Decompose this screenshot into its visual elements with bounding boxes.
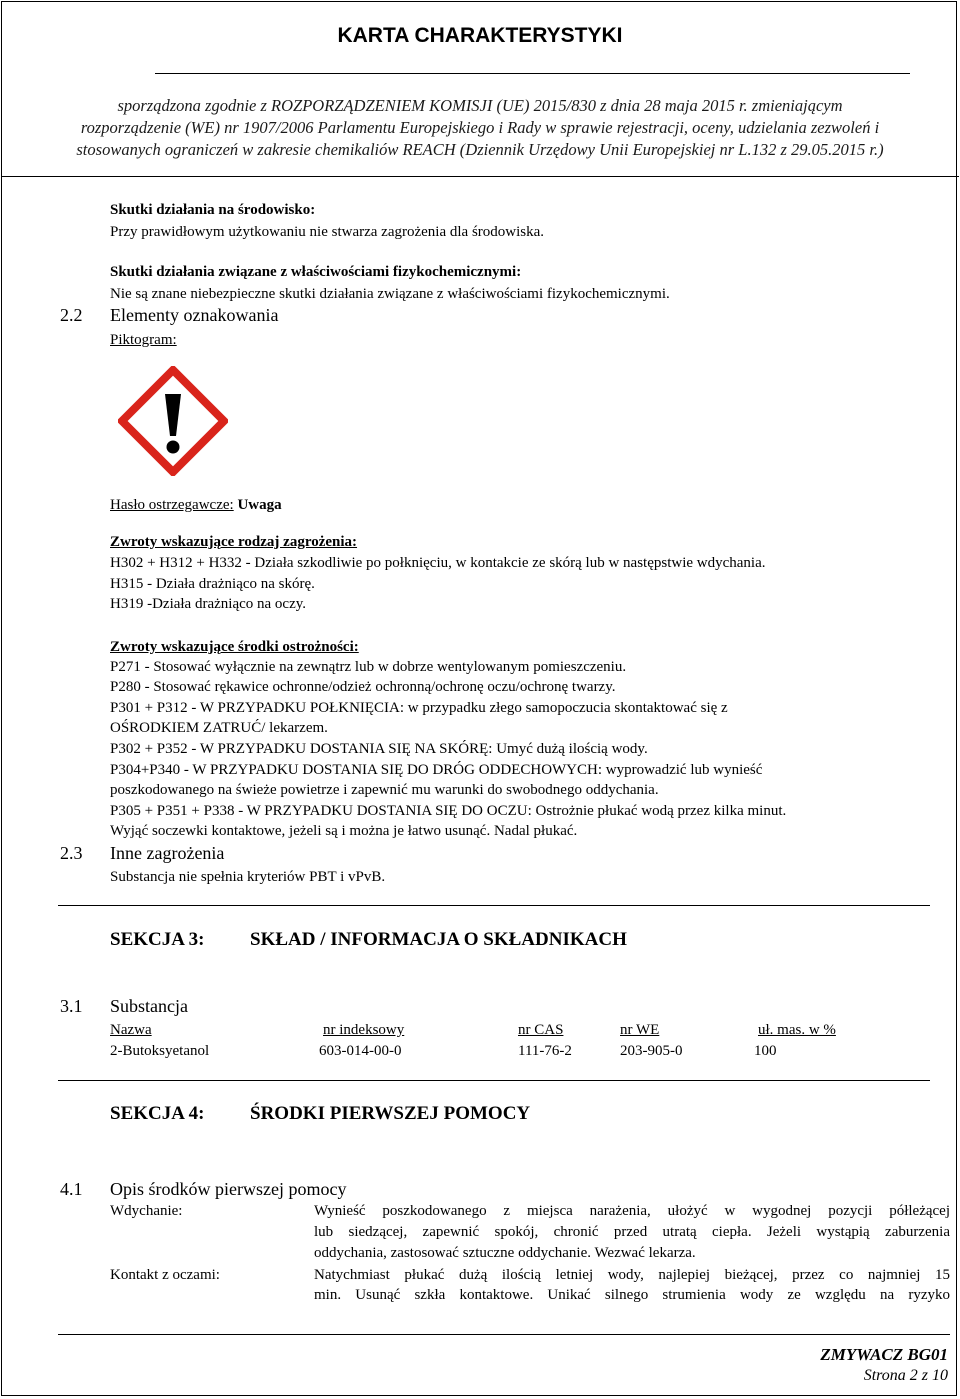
signal-label: Hasło ostrzegawcze: [110, 497, 234, 513]
section-4-title: ŚRODKI PIERWSZEJ POMOCY [250, 1103, 531, 1124]
hazard-line-1: H302 + H312 + H332 - Działa szkodliwie po połknięciu, w kontakcie ze skórą lub w następstwie wdychania. [110, 555, 766, 571]
section-4-label: SEKCJA 4: [110, 1103, 205, 1124]
first-aid-inhalation-line-2: lub siedzącej, zapewnić spokój, chronić przed utratą ciepła. Jeżeli wystąpią zaburzenia [314, 1224, 950, 1240]
pictogram-label: Piktogram: [110, 332, 177, 348]
subtitle-line-1: sporządzona zgodnie z ROZPORZĄDZENIEM KOMISJI (UE) 2015/830 z dnia 28 maja 2015 r. zmieniającym [117, 96, 843, 115]
header-separator [1, 176, 959, 177]
table-header-mass: uł. mas. w % [758, 1022, 836, 1038]
section-3-1-number: 3.1 [60, 996, 83, 1016]
first-aid-eyes-label: Kontakt z oczami: [110, 1267, 220, 1283]
section-2-2-number: 2.2 [60, 305, 83, 325]
first-aid-inhalation-label: Wdychanie: [110, 1203, 183, 1219]
section-2-3-title: Inne zagrożenia [110, 843, 225, 863]
precaution-line-3: P301 + P312 - W PRZYPADKU POŁKNIĘCIA: w przypadku złego samopoczucia skontaktować się z [110, 700, 728, 716]
section-divider [58, 1080, 930, 1081]
precaution-line-2: P280 - Stosować rękawice ochronne/odzież ochronną/ochronę oczu/ochronę twarzy. [110, 679, 616, 695]
table-header-we: nr WE [620, 1022, 660, 1038]
section-3-title: SKŁAD / INFORMACJA O SKŁADNIKACH [250, 929, 627, 950]
section-2-2-title: Elementy oznakowania [110, 305, 279, 325]
section-divider [58, 905, 930, 906]
table-cell-mass: 100 [754, 1043, 777, 1059]
precaution-line-1: P271 - Stosować wyłącznie na zewnątrz lub w dobrze wentylowanym pomieszczeniu. [110, 659, 627, 675]
signal-word-row [110, 495, 282, 515]
physchem-text: Nie są znane niebezpieczne skutki działania związane z właściwościami fizykochemicznymi. [110, 286, 670, 302]
env-heading: Skutki działania na środowisko: [110, 202, 316, 218]
section-4-1-number: 4.1 [60, 1179, 83, 1199]
precaution-line-9: Wyjąć soczewki kontaktowe, jeżeli są i można je łatwo usunąć. Nadal płukać. [110, 823, 578, 839]
title-underline [155, 73, 910, 74]
table-cell-cas: 111-76-2 [518, 1043, 572, 1059]
section-2-3-text: Substancja nie spełnia kryteriów PBT i vPvB. [110, 869, 386, 885]
table-cell-name: 2-Butoksyetanol [110, 1043, 210, 1059]
precaution-line-8: P305 + P351 + P338 - W PRZYPADKU DOSTANIA SIĘ DO OCZU: Ostrożnie płukać wodą przez kilka minut. [110, 803, 787, 819]
precaution-line-5: P302 + P352 - W PRZYPADKU DOSTANIA SIĘ NA SKÓRĘ: Umyć dużą ilością wody. [110, 741, 648, 757]
subtitle-line-2: rozporządzenie (WE) nr 1907/2006 Parlamentu Europejskiego i Rady w sprawie rejestracji, oceny, udzielania zezwoleń i [80, 118, 880, 137]
physchem-heading: Skutki działania związane z właściwościami fizykochemicznymi: [110, 264, 522, 280]
footer-divider [58, 1334, 950, 1335]
document-title: KARTA CHARAKTERYSTYKI [337, 24, 623, 47]
section-3-1-title: Substancja [110, 996, 188, 1016]
section-4-1-title: Opis środków pierwszej pomocy [110, 1179, 347, 1199]
signal-word: Uwaga [237, 497, 282, 513]
first-aid-eyes-line-2: min. Usunąć szkła kontaktowe. Unikać silnego strumienia wody ze względu na ryzyko [314, 1287, 950, 1303]
precaution-heading: Zwroty wskazujące środki ostrożności: [110, 639, 359, 655]
first-aid-inhalation-line-1: Wynieść poszkodowanego z miejsca narażenia, ułożyć w wygodnej pozycji półleżącej [314, 1203, 950, 1219]
table-header-index: nr indeksowy [323, 1022, 405, 1038]
table-header-name: Nazwa [110, 1022, 152, 1038]
section-2-3-number: 2.3 [60, 843, 83, 863]
first-aid-inhalation-line-3: oddychania, zastosować sztuczne oddychanie. Wezwać lekarza. [314, 1245, 696, 1261]
footer-page-number: Strona 2 z 10 [863, 1367, 948, 1384]
table-cell-we: 203-905-0 [620, 1043, 683, 1059]
first-aid-eyes-line-1: Natychmiast płukać dużą ilością letniej wody, najlepiej bieżącej, przez co najmniej 15 [314, 1267, 950, 1283]
hazard-line-3: H319 -Działa drażniąco na oczy. [110, 596, 307, 612]
precaution-line-7: poszkodowanego na świeże powietrze i zapewnić mu warunki do swobodnego oddychania. [110, 782, 659, 798]
hazard-line-2: H315 - Działa drażniąco na skórę. [110, 576, 315, 592]
footer-product-name: ZMYWACZ BG01 [820, 1345, 948, 1364]
subtitle-line-3: stosowanych ograniczeń w zakresie chemikaliów REACH (Dziennik Urzędowy Unii Europejskiej nr L.132 z 29.05.2015 r.) [76, 140, 884, 159]
table-header-cas: nr CAS [518, 1022, 564, 1038]
env-text: Przy prawidłowym użytkowaniu nie stwarza zagrożenia dla środowiska. [110, 224, 545, 240]
precaution-line-6: P304+P340 - W PRZYPADKU DOSTANIA SIĘ DO DRÓG ODDECHOWYCH: wyprowadzić lub wynieść [110, 762, 763, 778]
section-3-label: SEKCJA 3: [110, 929, 205, 950]
precaution-line-4: OŚRODKIEM ZATRUĆ/ lekarzem. [110, 720, 328, 736]
table-cell-index: 603-014-00-0 [319, 1043, 402, 1059]
hazard-heading: Zwroty wskazujące rodzaj zagrożenia: [110, 534, 358, 550]
ghs07-exclamation-icon [118, 366, 228, 476]
